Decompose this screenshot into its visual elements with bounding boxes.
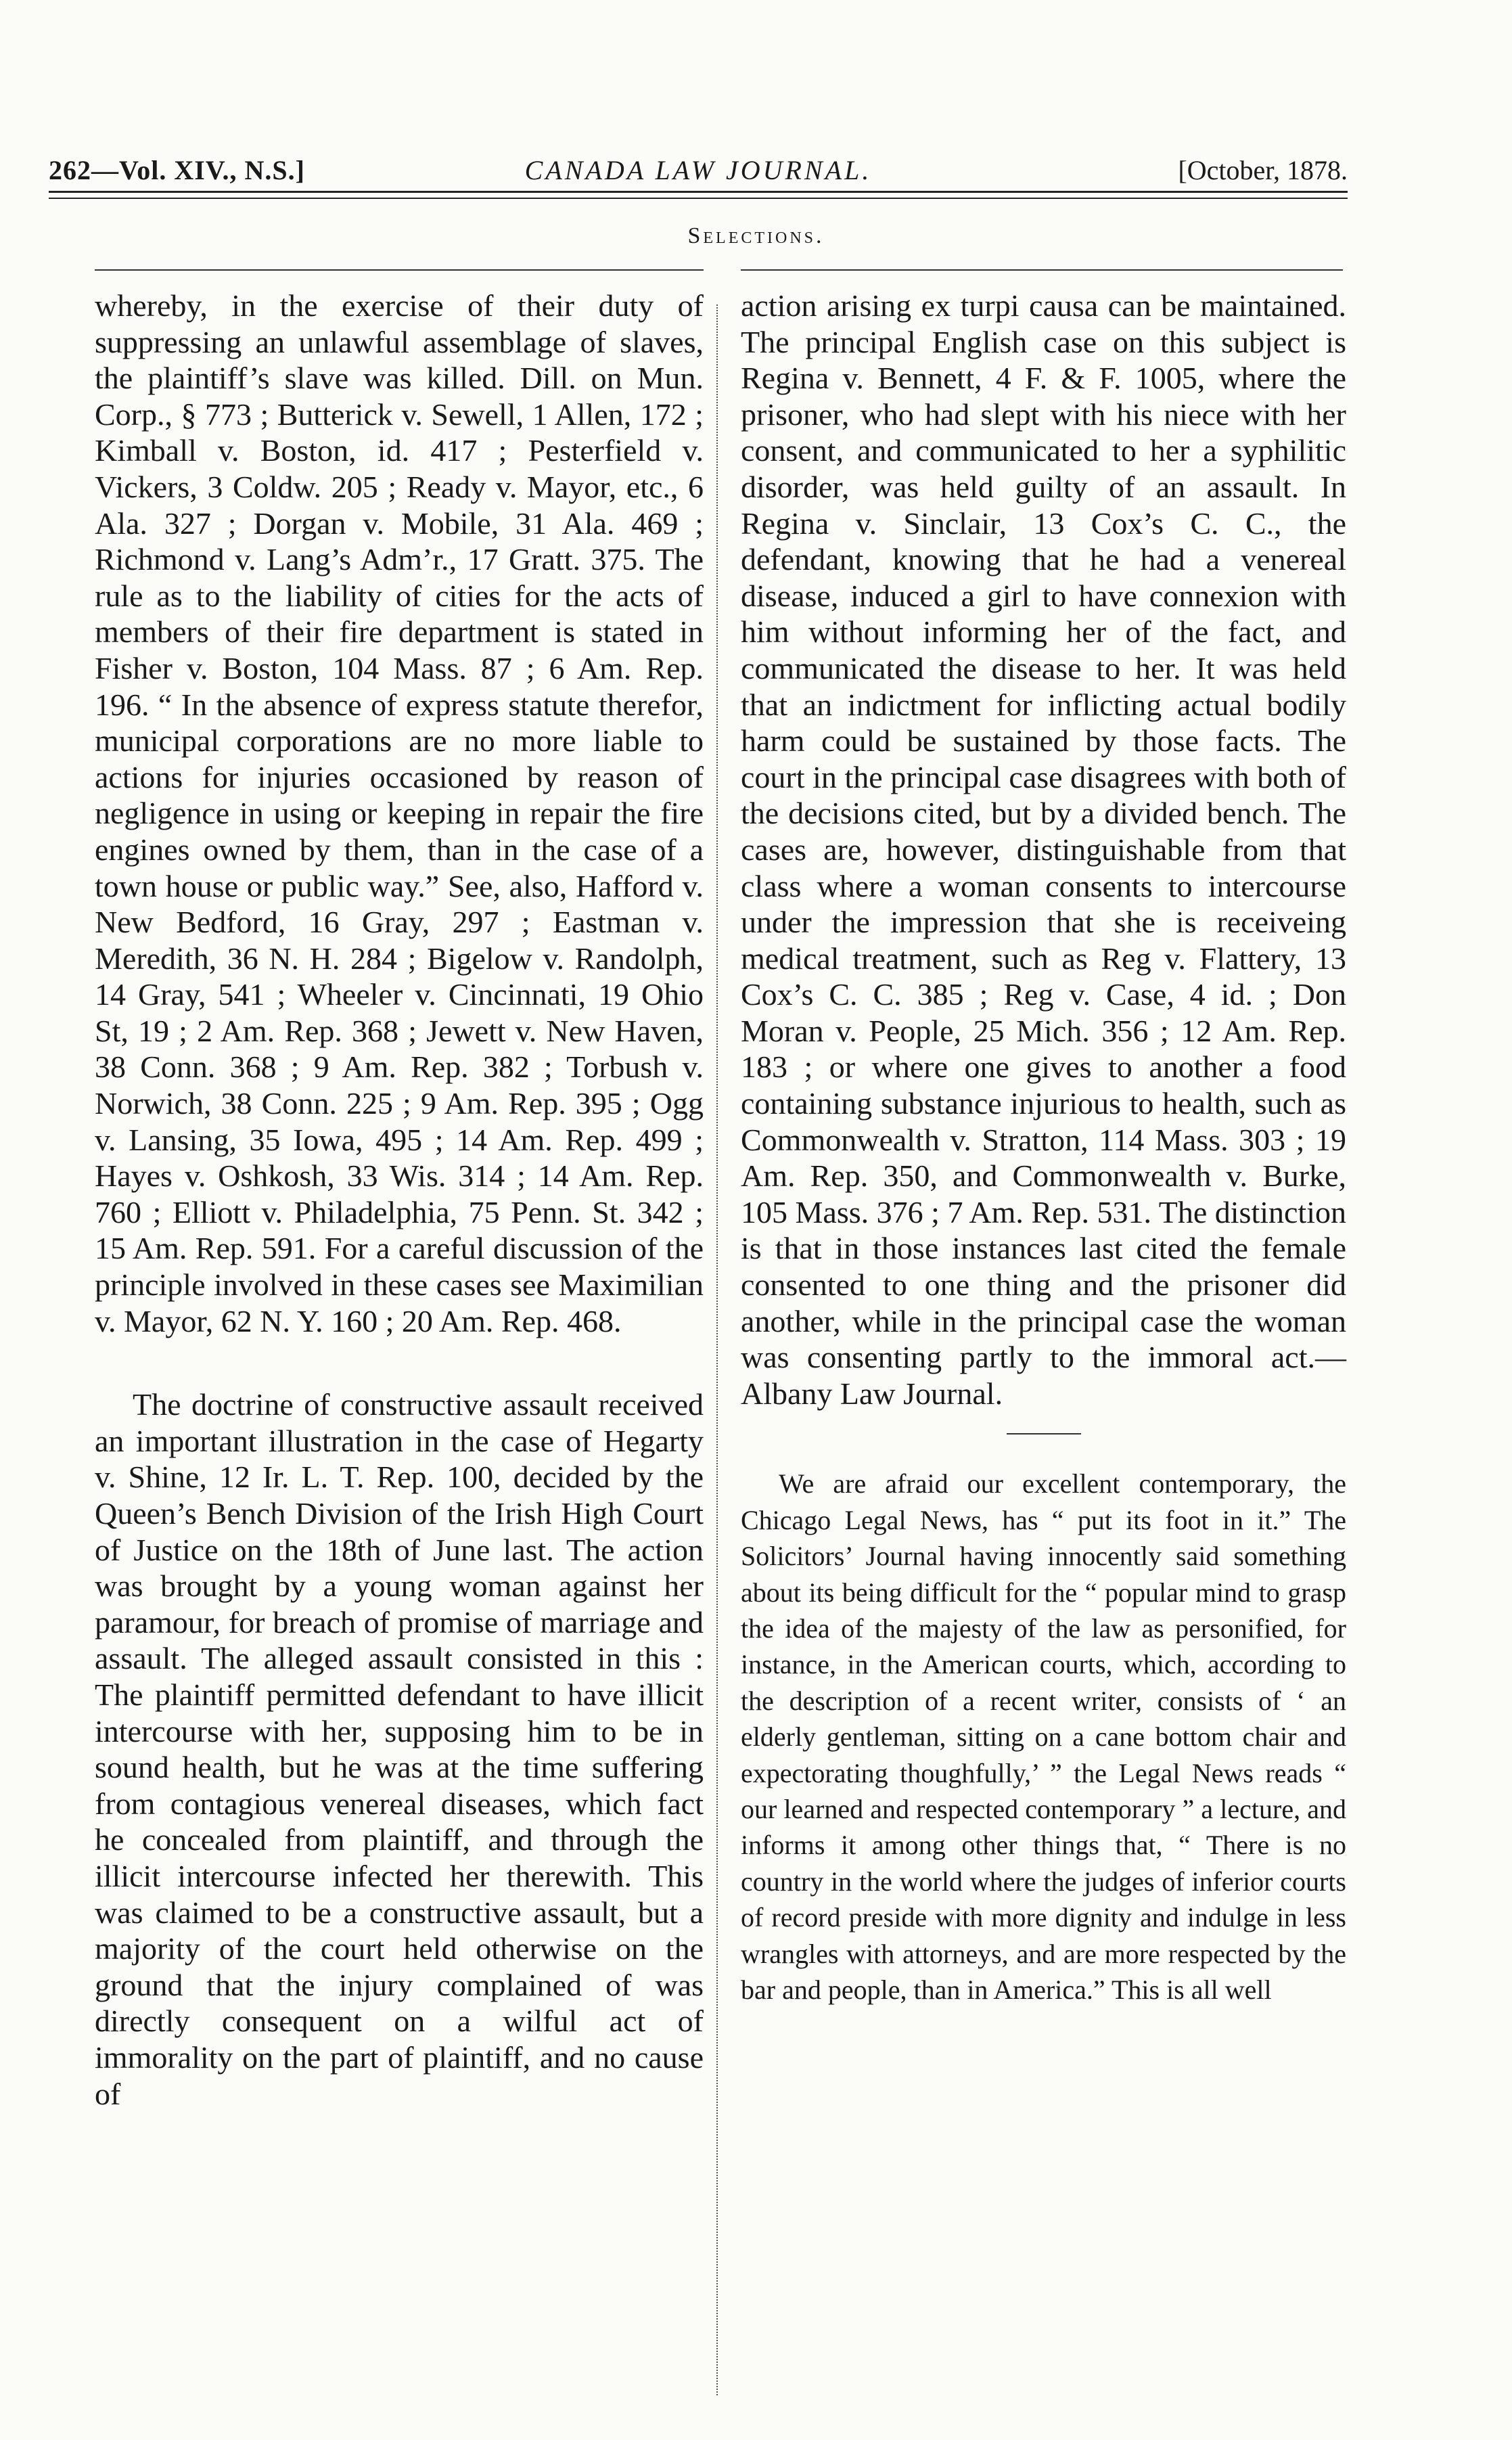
paragraph-gap — [95, 1339, 704, 1386]
volume-info: 262—Vol. XIV., N.S.] — [49, 155, 305, 185]
right-column — [741, 288, 1346, 2008]
running-header — [49, 154, 1348, 195]
ex-turpi-causa-paragraph: action arising ex turpi causa can be maintained. The principal English case on this subject is Regina v. Bennett, 4 F. & F. 1005, where the prisoner, who had slept with his niece with her consent, and communicated to her a syphilitic disorder, was held guilty of an assault. In Regina v. Sinclair, 13 Cox’s C. C., the defendant, knowing that he had a venereal disease, induced a girl to have connexion with him without informing her of the fact, and communicated the disease to her. It was held that an indictment for inflicting actual bodily harm could be sustained by those facts. The court in the principal case disagrees with both of the decisions cited, but by a divided bench. The cases are, however, distinguishable from that class where a woman consents to intercourse under the impression that she is receiveing medical treatment, such as Reg v. Flattery, 13 Cox’s C. C. 385 ; Reg v. Case, 4 id. ; Don Moran v. People, 25 Mich. 356 ; 12 Am. Rep. 183 ; or where one gives to another a food containing substance injurious to health, such as Commonwealth v. Stratton, 114 Mass. 303 ; 19 Am. Rep. 350, and Commonwealth v. Burke, 105 Mass. 376 ; 7 Am. Rep. 531. The distinction is that in those instances last cited the female consented to one thing and the prisoner did another, while in the principal case the woman was consenting partly to the immoral act.—Albany Law Journal. — [741, 288, 1346, 1411]
issue-date: [October, 1878. — [1178, 155, 1348, 185]
constructive-assault-paragraph: The doctrine of constructive assault received an important illustration in the case of Hegarty v. Shine, 12 Ir. L. T. Rep. 100, decided by the Queen’s Bench Division of the Irish High Court of Justice on the 18th of June last. The action was brought by a young woman against her paramour, for breach of promise of marriage and assault. The alleged assault consisted in this : The plaintiff permitted defendant to have illicit intercourse with her, supposing him to be in sound health, but he was at the time suffering from contagious venereal diseases, which fact he concealed from plaintiff, and through the illicit intercourse infected her therewith. This was claimed to be a constructive assault, but a majority of the court held otherwise on the ground that the injury complained of was directly consequent on a wilful act of immorality on the part of plaintiff, and no cause of — [95, 1387, 704, 2111]
journal-title: CANADA LAW JOURNAL. — [524, 155, 872, 185]
paragraph-gap — [741, 1411, 1346, 1433]
left-column — [95, 288, 704, 2112]
section-rule-left — [95, 269, 704, 271]
paragraph-gap — [741, 1434, 1346, 1466]
section-title: Selections. — [687, 223, 825, 248]
case-citations-paragraph: whereby, in the exercise of their duty of suppressing an unlawful assemblage of slaves, the plaintiff’s slave was killed. Dill. on Mun. Corp., § 773 ; Butterick v. Sewell, 1 Allen, 172 ; Kimball v. Boston, id. 417 ; Pesterfield v. Vickers, 3 Coldw. 205 ; Ready v. Mayor, etc., 6 Ala. 327 ; Dorgan v. Mobile, 31 Ala. 469 ; Richmond v. Lang’s Adm’r., 17 Gratt. 375. The rule as to the liability of cities for the acts of members of their fire department is stated in Fisher v. Boston, 104 Mass. 87 ; 6 Am. Rep. 196. “ In the absence of express statute therefor, municipal corporations are no more liable to actions for injuries occasioned by reason of negligence in using or keeping in repair the fire engines owned by them, than in the case of a town house or public way.” See, also, Hafford v. New Bedford, 16 Gray, 297 ; Eastman v. Meredith, 36 N. H. 284 ; Bigelow v. Randolph, 14 Gray, 541 ; Wheeler v. Cincinnati, 19 Ohio St, 19 ; 2 Am. Rep. 368 ; Jewett v. New Haven, 38 Conn. 368 ; 9 Am. Rep. 382 ; Torbush v. Norwich, 38 Conn. 225 ; 9 Am. Rep. 395 ; Ogg v. Lansing, 35 Iowa, 495 ; 14 Am. Rep. 499 ; Hayes v. Oshkosh, 33 Wis. 314 ; 14 Am. Rep. 760 ; Elliott v. Philadelphia, 75 Penn. St. 342 ; 15 Am. Rep. 591. For a careful discussion of the principle involved in these cases see Maximilian v. Mayor, 62 N. Y. 160 ; 20 Am. Rep. 468. — [95, 288, 704, 1338]
legal-news-paragraph: We are afraid our excellent contemporary, the Chicago Legal News, has “ put its foot in it.” The Solicitors’ Journal having innocently said something about its being difficult for the “ popular mind to grasp the idea of the majesty of the law as personified, for instance, in the American courts, which, according to the description of a recent writer, consists of ‘ an elderly gentleman, sitting on a cane bottom chair and expectorating thoughfully,’ ” the Legal News reads “ our learned and respected contemporary ” a lecture, and informs it among other things that, “ There is no country in the world where the judges of inferior courts of record preside with more dignity and indulge in less wrangles with attorneys, and are more respected by the bar and people, than in America.” This is all well — [741, 1468, 1346, 2006]
column-divider — [716, 304, 718, 2395]
section-rule-right — [741, 269, 1343, 271]
header-rule — [49, 191, 1348, 199]
